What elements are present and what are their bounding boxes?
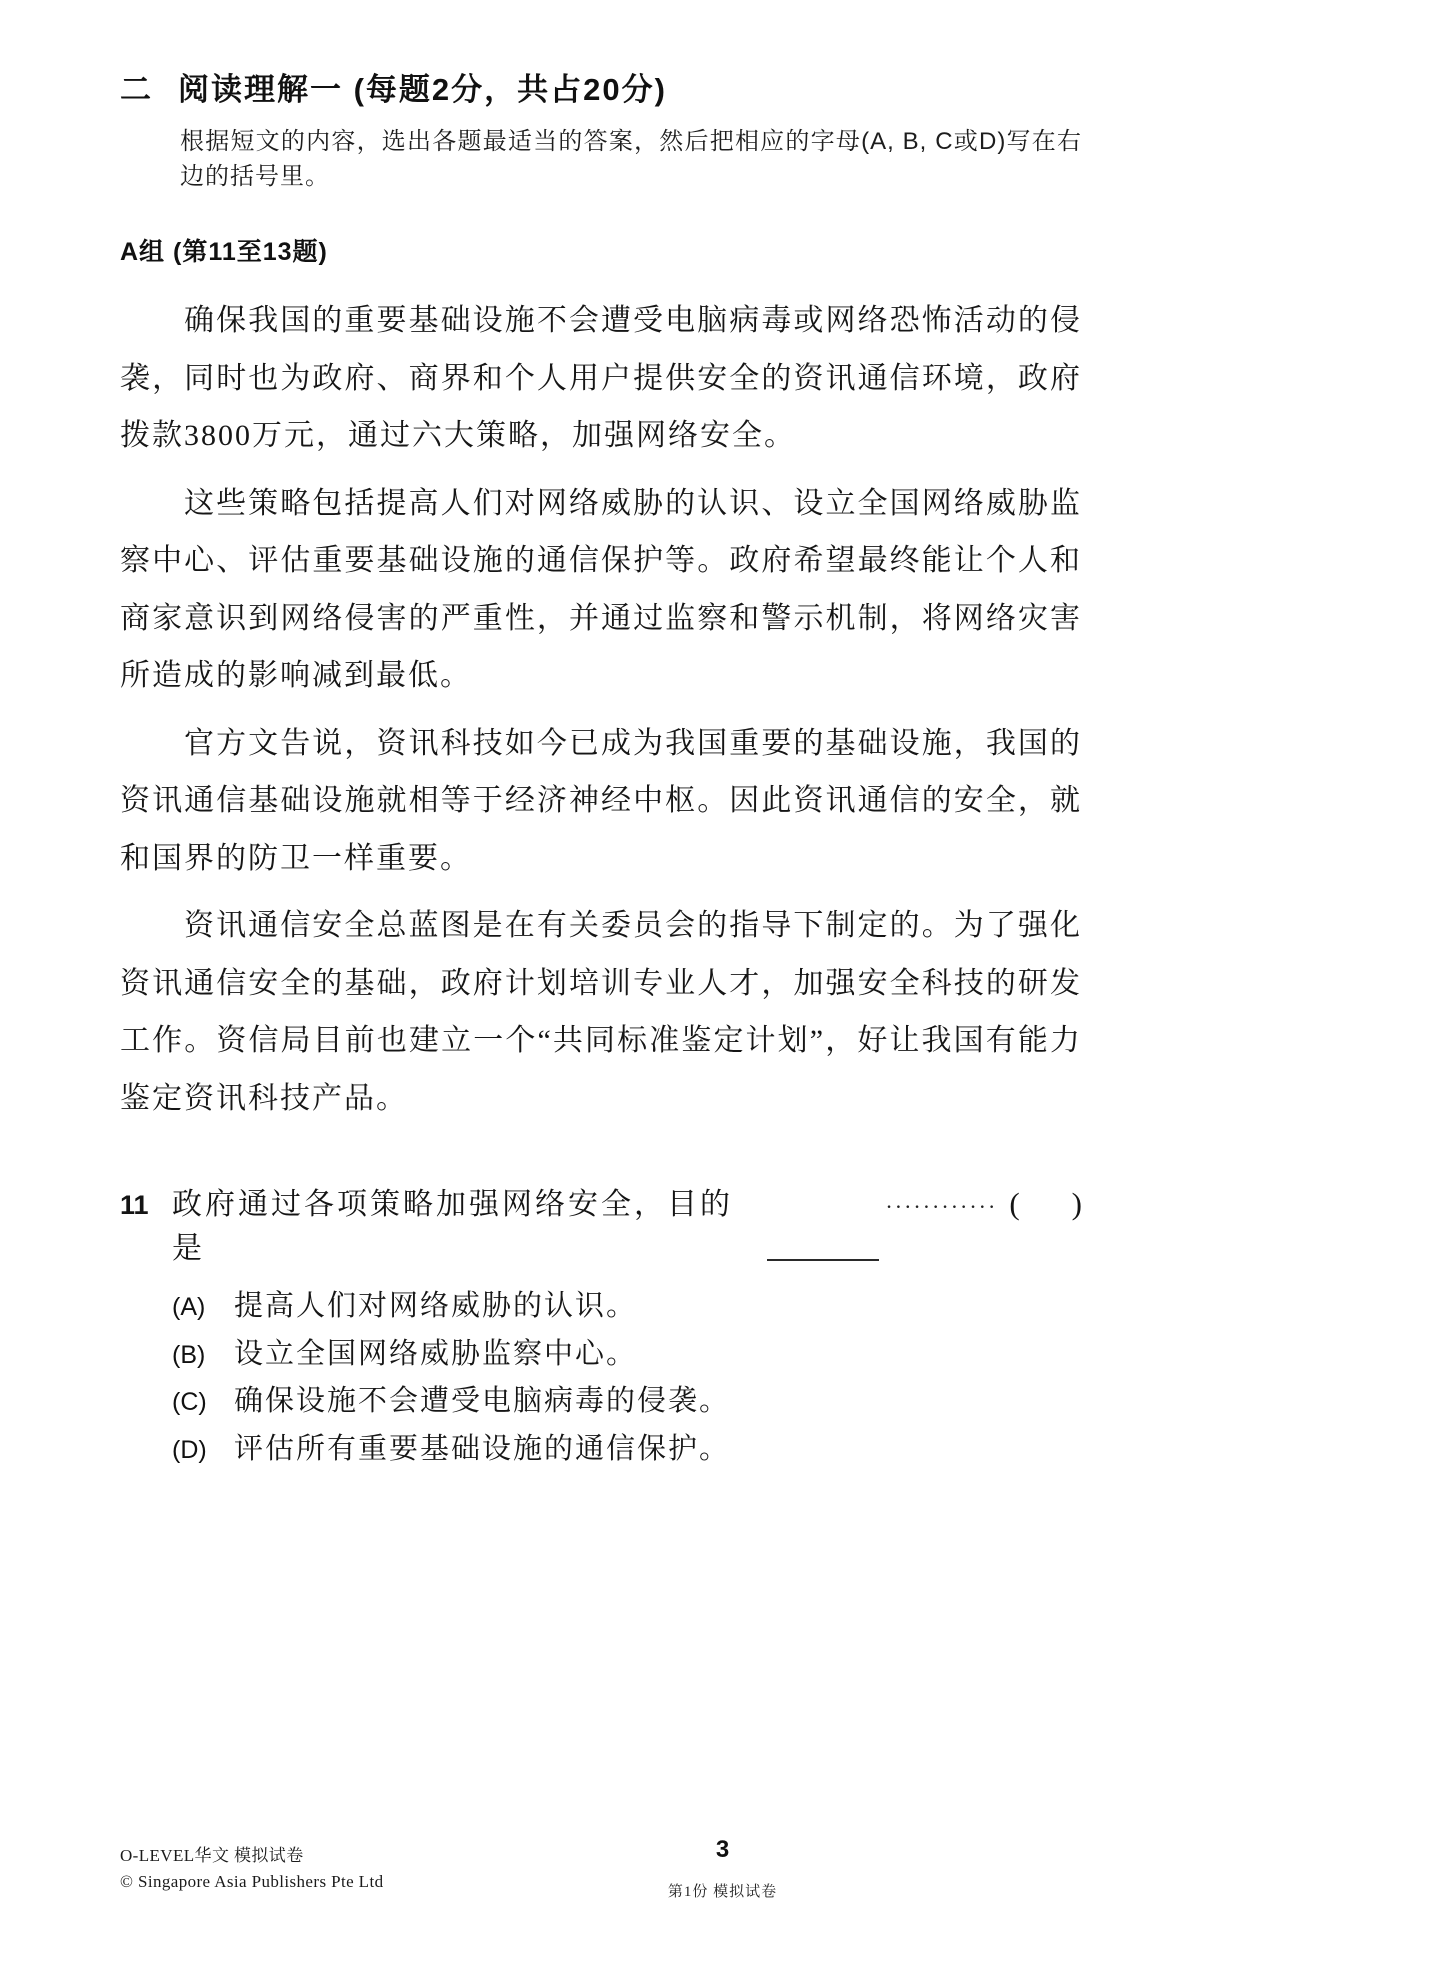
option-label: (A) [172, 1293, 206, 1321]
passage-paragraph: 资讯通信安全总蓝图是在有关委员会的指导下制定的。为了强化资讯通信安全的基础，政府计划培训专业人才，加强安全科技的研发工作。资信局目前也建立一个“共同标准鉴定计划”，好让我国有能力鉴定资讯科技产品。 [120, 909, 1082, 1115]
option-text: 评估所有重要基础设施的通信保护。 [234, 1432, 731, 1465]
footer-center [0, 1836, 1445, 1864]
reading-passage [120, 292, 1082, 1127]
passage-paragraph: 官方文告说，资讯科技如今已成为我国重要的基础设施，我国的资讯通信基础设施就相等于经济神经中枢。因此资讯通信的安全，就和国界的防卫一样重要。 [120, 726, 1082, 875]
footer-subtitle: 第1份 模拟试卷 [667, 1884, 778, 1900]
bracket-open: ( [1009, 1186, 1020, 1221]
answer-blank-line [767, 1231, 879, 1261]
question-number: 11 [120, 1190, 149, 1220]
answer-bracket [1009, 1186, 1082, 1222]
group-heading: A组 (第11至13题) [120, 238, 328, 266]
page-number: 3 [715, 1836, 730, 1863]
option-list [172, 1283, 1082, 1473]
section-header [120, 64, 1082, 109]
dotted-leader: ············ [885, 1194, 998, 1219]
passage-paragraph: 确保我国的重要基础设施不会遭受电脑病毒或网络恐怖活动的侵袭，同时也为政府、商界和个人用户提供安全的资讯通信环境，政府拨款3800万元，通过六大策略，加强网络安全。 [120, 304, 1082, 452]
option-row-d [172, 1426, 1082, 1474]
question-11 [120, 1179, 1082, 1267]
footer-series: O-LEVEL华文 模拟试卷 [120, 1846, 304, 1865]
section-title: 阅读理解一 (每题2分，共占20分) [178, 72, 667, 107]
bracket-close: ) [1071, 1186, 1082, 1221]
option-label: (B) [172, 1340, 206, 1369]
option-row-b [172, 1331, 1082, 1379]
option-label: (D) [172, 1435, 207, 1464]
footer-copyright: © Singapore Asia Publishers Pte Ltd [120, 1872, 384, 1891]
passage-paragraph: 这些策略包括提高人们对网络威胁的认识、设立全国网络威胁监察中心、评估重要基础设施的通信保护等。政府希望最终能让个人和商家意识到网络侵害的严重性，并通过监察和警示机制，将网络灾害所造成的影响减到最低。 [120, 486, 1082, 692]
question-stem: 政府通过各项策略加强网络安全，目的是 [172, 1188, 733, 1265]
answer-area [885, 1186, 1082, 1222]
option-text: 提高人们对网络威胁的认识。 [234, 1290, 638, 1322]
option-text: 确保设施不会遭受电脑病毒的侵袭。 [234, 1385, 731, 1417]
section-number: 二 [120, 72, 153, 107]
option-row-a [172, 1283, 1082, 1331]
section-instructions: 根据短文的内容，选出各题最适当的答案，然后把相应的字母(A, B, C或D)写在右边的括号里。 [180, 128, 1082, 190]
option-row-c [172, 1378, 1082, 1426]
option-text: 设立全国网络威胁监察中心。 [234, 1337, 638, 1370]
page-content [120, 64, 1082, 1473]
option-label: (C) [172, 1388, 207, 1416]
